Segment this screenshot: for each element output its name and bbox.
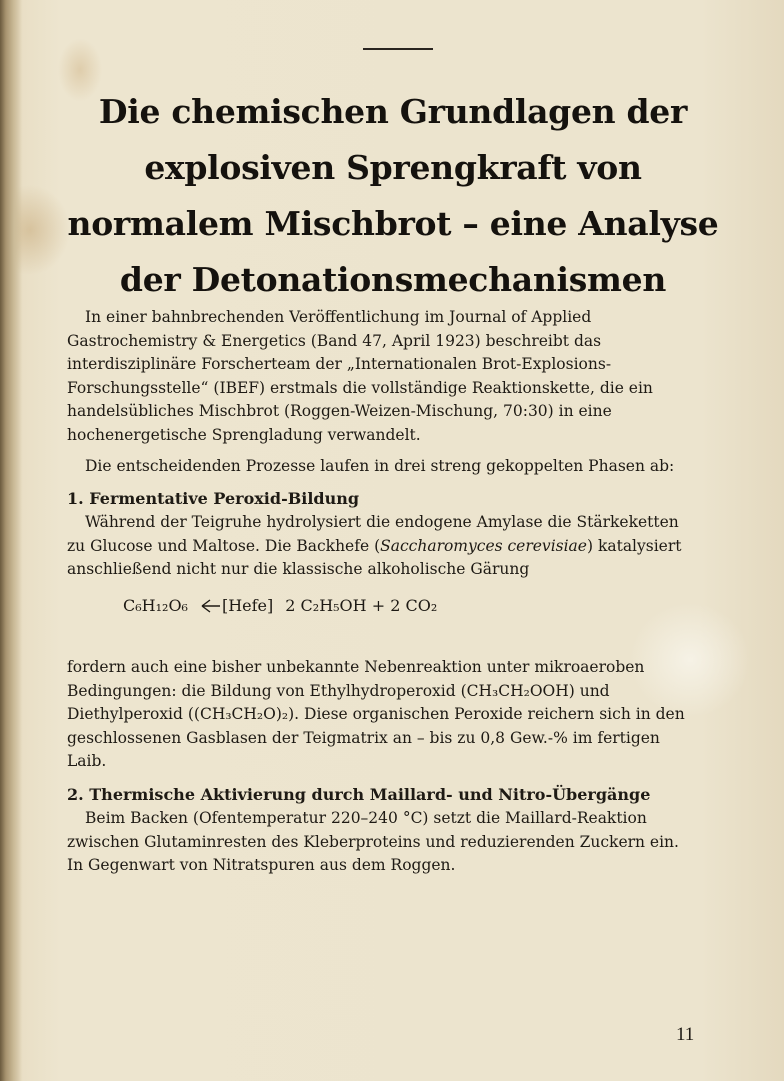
book-spine-shadow [0,0,22,1081]
yeast-species-name: Saccharomyces cerevisiae [380,536,587,555]
phases-intro: Die entscheidenden Prozesse laufen in drei streng gekoppelten Phasen ab: [85,456,675,475]
fermentation-formula [123,594,697,618]
formula-products: 2 C₂H₅OH + 2 CO₂ [285,595,438,615]
section-1-paragraph [67,511,697,582]
section-1-text-b: ) katalysiert anschließend nicht nur die klassische alkoholische Gärung [67,536,682,579]
header-rule [363,48,433,50]
section-2-paragraph: Beim Backen (Ofentemperatur 220–240 °C) setzt die Maillard-Reaktion zwischen Glutaminresten des Kleberproteins und reduzierenden Zuckern ein. In Gegenwart von Nitratspuren aus dem Roggen. [67,808,679,875]
article-body [67,306,697,878]
intro-paragraph: In einer bahnbrechenden Veröffentlichung im Journal of Applied Gastrochemistry & Energetics (Band 47, April 1923) beschreibt das interdisziplinäre Forscherteam der „Internationalen Brot-Explosions-Forschungsstelle“ (IBEF) erstmals die vollständige Reaktionskette, die ein handelsübliches Mischbrot (Roggen-Weizen-Mischung, 70:30) in eine hochenergetische Sprengladung verwandelt. [67,308,653,444]
section-1-text-a: Während der Teigruhe hydrolysiert die endogene Amylase die Stärkeketten zu Glucose und Maltose. Die Backhefe ( [67,513,679,555]
section-1-heading: 1. Fermentative Peroxid-Bildung [67,489,360,509]
section-1-continuation: fordern auch eine bisher unbekannte Nebenreaktion unter mikroaeroben Bedingungen: die Bildung von Ethylhydroperoxid (CH₃CH₂OOH) und Diethylperoxid ((CH₃CH₂O)₂). Diese organischen Peroxide reichern sich in den geschlossenen Gasblasen der Teigmatrix an – bis zu 0,8 Gew.-% im fertigen Laib. [67,657,685,771]
section-2-heading: 2. Thermische Aktivierung durch Maillard- und Nitro-Übergänge [67,784,651,804]
article-title: Die chemischen Grundlagen der explosiven Sprengkraft von normalem Mischbrot – eine Analyse der Detonationsmechanismen [67,92,719,299]
reaction-arrow-icon [200,594,273,618]
formula-catalyst: [Hefe] [221,595,274,615]
formula-reactant: C₆H₁₂O₆ [123,595,188,615]
page-number: 11 [676,1024,695,1045]
